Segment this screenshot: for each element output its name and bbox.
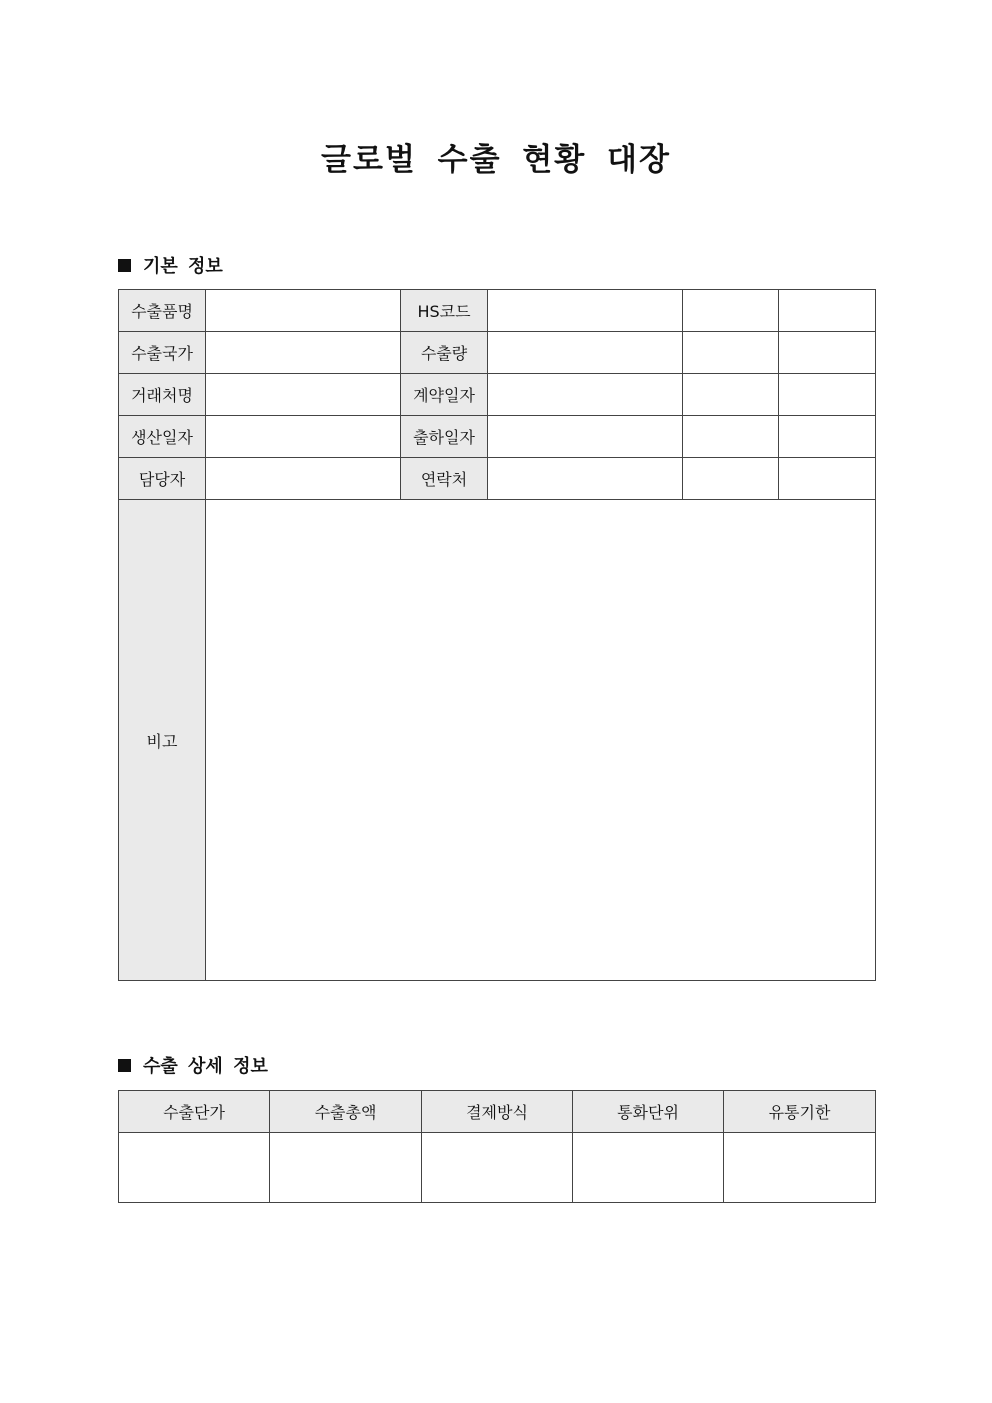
label-contract-date: 계약일자 (401, 374, 488, 416)
header-total-amount: 수출총액 (270, 1091, 422, 1133)
header-currency: 통화단위 (573, 1091, 724, 1133)
header-expiry-date: 유통기한 (724, 1091, 876, 1133)
extra-cell[interactable] (683, 332, 779, 374)
value-production-date[interactable] (206, 416, 401, 458)
basic-info-table (118, 289, 876, 981)
table-row (119, 458, 876, 500)
extra-cell[interactable] (779, 290, 876, 332)
label-export-item-name: 수출품명 (119, 290, 206, 332)
label-export-quantity: 수출량 (401, 332, 488, 374)
extra-cell[interactable] (779, 332, 876, 374)
section-heading-basic-info (118, 252, 223, 278)
value-export-country[interactable] (206, 332, 401, 374)
header-unit-price: 수출단가 (119, 1091, 270, 1133)
square-bullet-icon (118, 259, 131, 272)
label-remarks: 비고 (119, 500, 206, 981)
value-remarks[interactable] (206, 500, 876, 981)
extra-cell[interactable] (779, 374, 876, 416)
value-payment-method[interactable] (422, 1133, 573, 1203)
value-person-in-charge[interactable] (206, 458, 401, 500)
section-heading-label: 기본 정보 (143, 256, 223, 277)
extra-cell[interactable] (779, 458, 876, 500)
table-row (119, 374, 876, 416)
value-contract-date[interactable] (488, 374, 683, 416)
label-person-in-charge: 담당자 (119, 458, 206, 500)
label-hs-code: HS코드 (401, 290, 488, 332)
export-detail-table (118, 1090, 876, 1203)
value-export-quantity[interactable] (488, 332, 683, 374)
table-row (119, 332, 876, 374)
label-production-date: 생산일자 (119, 416, 206, 458)
value-client-name[interactable] (206, 374, 401, 416)
value-expiry-date[interactable] (724, 1133, 876, 1203)
value-shipping-date[interactable] (488, 416, 683, 458)
document-title: 글로벌 수출 현황 대장 (321, 142, 671, 178)
table-header-row (119, 1091, 876, 1133)
header-payment-method: 결제방식 (422, 1091, 573, 1133)
value-currency[interactable] (573, 1133, 724, 1203)
extra-cell[interactable] (683, 290, 779, 332)
table-row (119, 1133, 876, 1203)
section-heading-label: 수출 상세 정보 (143, 1056, 268, 1077)
value-total-amount[interactable] (270, 1133, 422, 1203)
value-hs-code[interactable] (488, 290, 683, 332)
value-contact[interactable] (488, 458, 683, 500)
extra-cell[interactable] (683, 374, 779, 416)
table-row (119, 416, 876, 458)
label-contact: 연락처 (401, 458, 488, 500)
label-export-country: 수출국가 (119, 332, 206, 374)
table-row-remarks (119, 500, 876, 981)
value-unit-price[interactable] (119, 1133, 270, 1203)
square-bullet-icon (118, 1059, 131, 1072)
extra-cell[interactable] (779, 416, 876, 458)
value-export-item-name[interactable] (206, 290, 401, 332)
extra-cell[interactable] (683, 458, 779, 500)
table-row (119, 290, 876, 332)
section-heading-export-detail (118, 1052, 268, 1078)
extra-cell[interactable] (683, 416, 779, 458)
label-shipping-date: 출하일자 (401, 416, 488, 458)
label-client-name: 거래처명 (119, 374, 206, 416)
